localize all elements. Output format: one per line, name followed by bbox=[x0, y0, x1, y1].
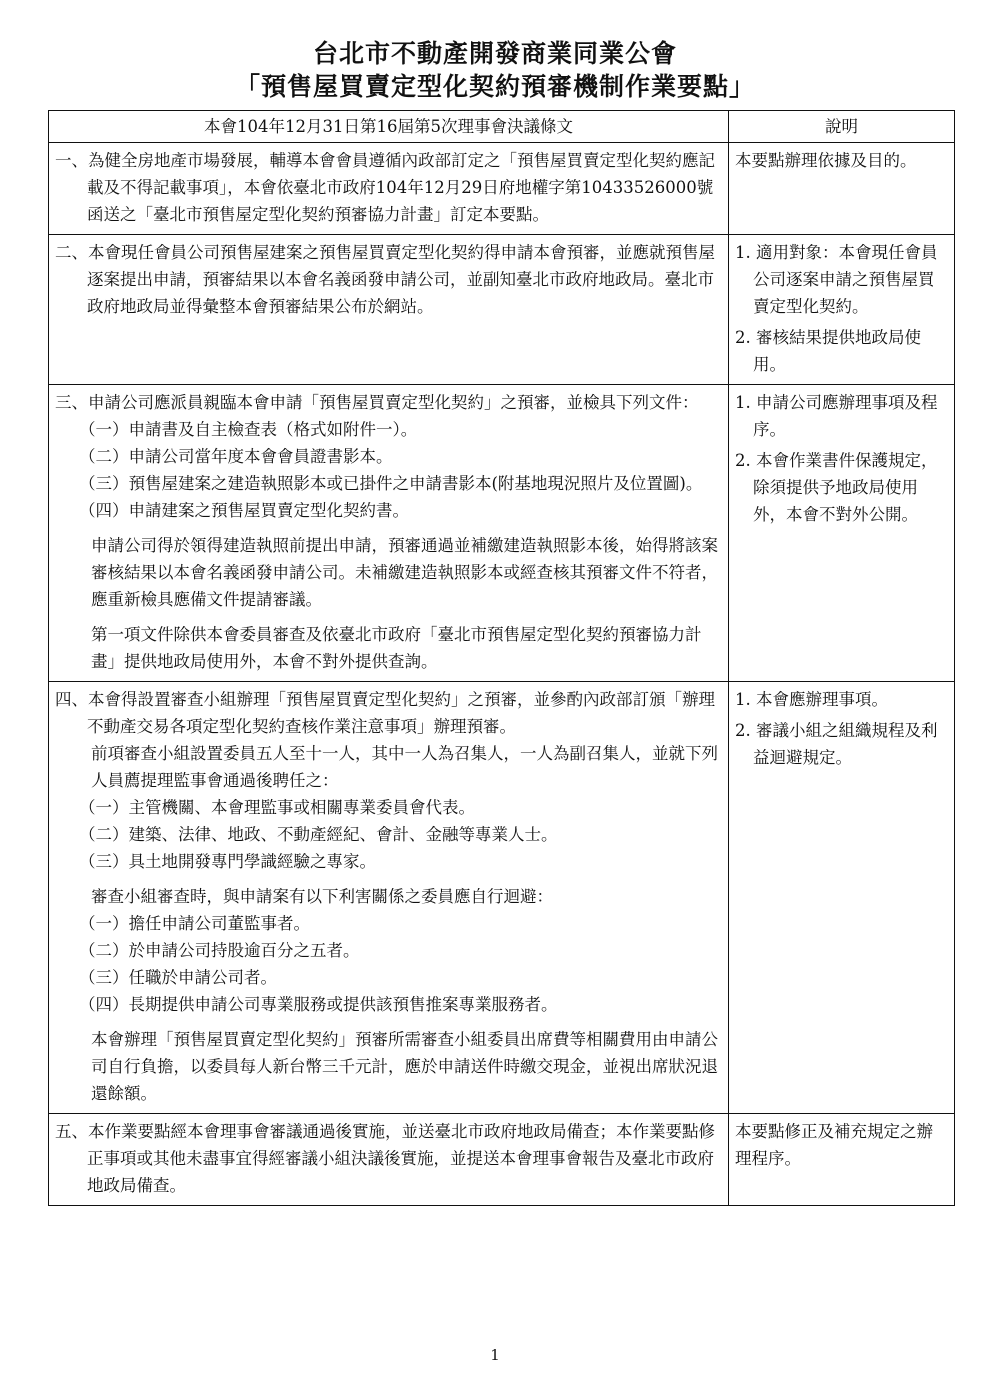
article-2 bbox=[49, 235, 729, 385]
header-provisions: 本會104年12月31日第16屆第5次理事會決議條文 bbox=[49, 111, 729, 143]
article-1 bbox=[49, 143, 729, 235]
explanation-item: 1. 本會應辦理事項。 bbox=[735, 690, 888, 709]
article-5 bbox=[49, 1114, 729, 1206]
table-row bbox=[49, 143, 955, 235]
header-explanation: 說明 bbox=[729, 111, 955, 143]
explanation-item: 1. 申請公司應辦理事項及程序。 bbox=[735, 393, 938, 439]
list-item: （四）長期提供申請公司專業服務或提供該預售推案專業服務者。 bbox=[79, 995, 558, 1014]
list-item: （三）任職於申請公司者。 bbox=[79, 968, 277, 987]
article-text: 二、本會現任會員公司預售屋建案之預售屋買賣定型化契約得申請本會預審，並應就預售屋逐案提出申請，預審結果以本會名義函發申請公司，並副知臺北市政府地政局。臺北市政府地政局並得彙整本會預審結果公布於網站。 bbox=[55, 243, 715, 316]
list-item: （三）具土地開發專門學識經驗之專家。 bbox=[79, 852, 376, 871]
list-item: （一）申請書及自主檢查表（格式如附件一）。 bbox=[79, 420, 418, 439]
explanation-4 bbox=[729, 682, 955, 1114]
explanation-3 bbox=[729, 385, 955, 682]
table-row bbox=[49, 682, 955, 1114]
article-paragraph: 本會辦理「預售屋買賣定型化契約」預審所需審查小組委員出席費等相關費用由申請公司自行負擔，以委員每人新台幣三千元計，應於申請送件時繳交現金，並視出席狀況退還餘額。 bbox=[91, 1030, 718, 1103]
article-4 bbox=[49, 682, 729, 1114]
document-title: 台北市不動產開發商業同業公會 bbox=[312, 39, 677, 68]
article-paragraph: 審查小組審查時，與申請案有以下利害關係之委員應自行迴避： bbox=[91, 887, 553, 906]
article-text: 四、本會得設置審查小組辦理「預售屋買賣定型化契約」之預審，並參酌內政部訂頒「辦理不動產交易各項定型化契約查核作業注意事項」辦理預審。 bbox=[55, 690, 715, 736]
table-row bbox=[49, 385, 955, 682]
table-header-row bbox=[49, 111, 955, 143]
article-paragraph: 第一項文件除供本會委員審查及依臺北市政府「臺北市預售屋定型化契約預審協力計畫」提供地政局使用外，本會不對外提供查詢。 bbox=[91, 625, 702, 671]
list-item: （三）預售屋建案之建造執照影本或已掛件之申請書影本(附基地現況照片及位置圖)。 bbox=[79, 474, 703, 493]
article-text: 一、為健全房地產市場發展，輔導本會會員遵循內政部訂定之「預售屋買賣定型化契約應記載及不得記載事項」，本會依臺北市政府104年12月29日府地權字第10433526000號函送之「臺北市預售屋定型化契約預審協力計畫」訂定本要點。 bbox=[55, 151, 715, 224]
list-item: （二）建築、法律、地政、不動產經紀、會計、金融等專業人士。 bbox=[79, 825, 558, 844]
explanation-text: 本要點修正及補充規定之辦理程序。 bbox=[735, 1122, 933, 1168]
list-item: （一）主管機關、本會理監事或相關專業委員會代表。 bbox=[79, 798, 475, 817]
explanation-item: 2. 審核結果提供地政局使用。 bbox=[735, 328, 921, 374]
explanation-item: 2. 審議小組之組織規程及利益迴避規定。 bbox=[735, 721, 938, 767]
explanation-item: 1. 適用對象：本會現任會員公司逐案申請之預售屋買賣定型化契約。 bbox=[735, 243, 938, 316]
list-item: （一）擔任申請公司董監事者。 bbox=[79, 914, 310, 933]
list-item: （二）申請公司當年度本會會員證書影本。 bbox=[79, 447, 393, 466]
explanation-text: 本要點辦理依據及目的。 bbox=[735, 151, 917, 170]
page-number: 1 bbox=[490, 1346, 500, 1364]
list-item: （二）於申請公司持股逾百分之五者。 bbox=[79, 941, 360, 960]
article-paragraph: 申請公司得於領得建造執照前提出申請，預審通過並補繳建造執照影本後，始得將該案審核結果以本會名義函發申請公司。未補繳建造執照影本或經查核其預審文件不符者，應重新檢具應備文件提請審議。 bbox=[91, 536, 718, 609]
document-subtitle: 「預售屋買賣定型化契約預審機制作業要點」 bbox=[234, 72, 755, 101]
explanation-item: 2. 本會作業書件保護規定，除須提供予地政局使用外，本會不對外公開。 bbox=[735, 451, 938, 524]
table-row bbox=[49, 1114, 955, 1206]
article-text: 五、本作業要點經本會理事會審議通過後實施，並送臺北市政府地政局備查；本作業要點修正事項或其他未盡事宜得經審議小組決議後實施，並提送本會理事會報告及臺北市政府地政局備查。 bbox=[55, 1122, 715, 1195]
article-3 bbox=[49, 385, 729, 682]
regulation-table bbox=[48, 110, 955, 1206]
explanation-1 bbox=[729, 143, 955, 235]
explanation-2 bbox=[729, 235, 955, 385]
table-row bbox=[49, 235, 955, 385]
explanation-5 bbox=[729, 1114, 955, 1206]
article-text: 三、申請公司應派員親臨本會申請「預售屋買賣定型化契約」之預審，並檢具下列文件： bbox=[55, 393, 699, 412]
article-paragraph: 前項審查小組設置委員五人至十一人，其中一人為召集人，一人為副召集人，並就下列人員薦提理監事會通過後聘任之： bbox=[91, 744, 718, 790]
list-item: （四）申請建案之預售屋買賣定型化契約書。 bbox=[79, 501, 409, 520]
